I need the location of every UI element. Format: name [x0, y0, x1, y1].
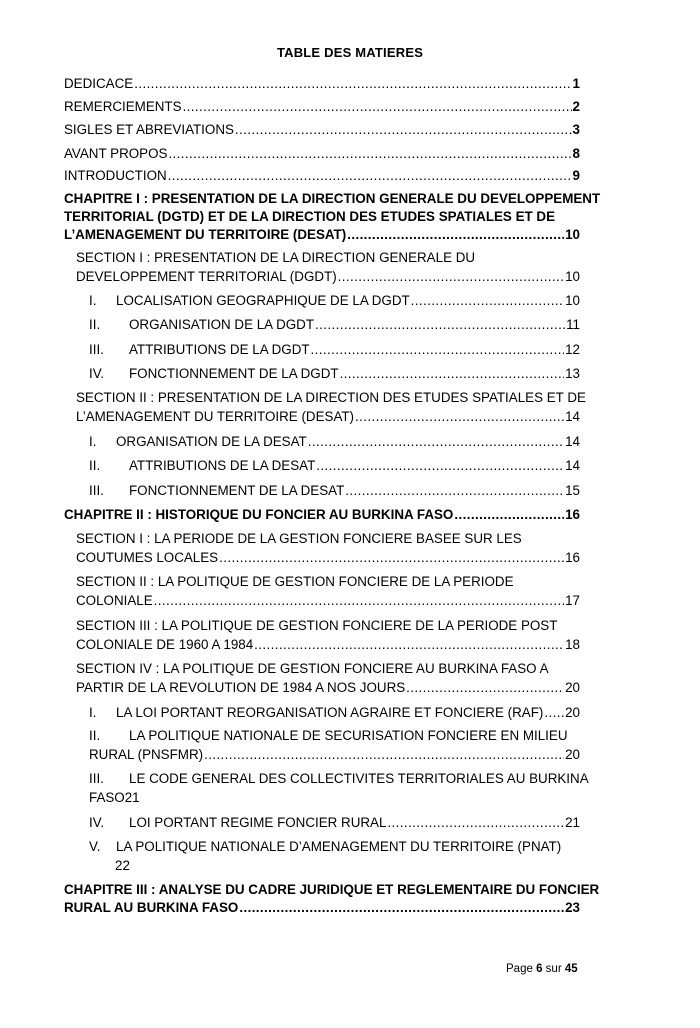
footer-prefix: Page: [506, 963, 533, 975]
toc-entry-text: DEDICACE: [64, 76, 134, 91]
toc-chapter-3-line1[interactable]: CHAPITRE III : ANALYSE DU CADRE JURIDIQUE ET REGLEMENTAIRE DU FONCIER: [64, 882, 600, 897]
toc-entry-page: 18: [565, 637, 580, 652]
toc-entry-text: ATTRIBUTIONS DE LA DGDT: [129, 342, 310, 357]
toc-entry-page: 9: [572, 168, 580, 183]
footer-total-pages: 45: [564, 963, 578, 975]
toc-entry-page: 15: [565, 483, 580, 498]
toc-entry-page: 17: [565, 593, 580, 608]
toc-entry-page: 8: [572, 146, 580, 161]
toc-entry-number: IV.: [89, 815, 105, 830]
toc-entry-number: II.: [89, 317, 101, 332]
toc-entry-page: 2: [572, 99, 580, 114]
toc-entry-page[interactable]: 22: [115, 858, 130, 873]
toc-entry-number: II.: [89, 458, 101, 473]
toc-entry-text: L’AMENAGEMENT DU TERRITOIRE (DESAT): [76, 409, 355, 424]
footer-sep: sur: [545, 963, 562, 975]
toc-entry-text: DEVELOPPEMENT TERRITORIAL (DGDT): [76, 269, 337, 284]
toc-entry-page: 16: [565, 550, 580, 565]
toc-entry-text: CHAPITRE II : HISTORIQUE DU FONCIER AU BURKINA FASO: [64, 507, 454, 522]
toc-section-line2[interactable]: [76, 637, 580, 653]
toc-entry-number: III.: [89, 771, 104, 786]
toc-entry-text: RURAL (PNSFMR): [89, 747, 204, 762]
toc-entry-page: 13: [565, 366, 580, 381]
toc-entry-page: 3: [572, 122, 580, 137]
toc-entry-text: INTRODUCTION: [64, 168, 167, 183]
toc-entry-text: SIGLES ET ABREVIATIONS: [64, 122, 234, 137]
toc-entry-number: III.: [89, 483, 104, 498]
toc-subentry[interactable]: [89, 434, 580, 450]
toc-subentry-line1[interactable]: [89, 728, 568, 744]
toc-section-line2[interactable]: [76, 550, 580, 566]
toc-entry-page: 21: [124, 790, 140, 805]
toc-entry-text: LOI PORTANT REGIME FONCIER RURAL: [129, 815, 387, 830]
toc-subentry[interactable]: [89, 815, 580, 831]
toc-entry-page: 20: [565, 747, 580, 762]
toc-section-2-line1[interactable]: SECTION II : PRESENTATION DE LA DIRECTION DES ETUDES SPATIALES ET DE: [76, 390, 586, 405]
toc-entry-text: ORGANISATION DE LA DGDT: [129, 317, 315, 332]
toc-subentry[interactable]: [89, 342, 580, 358]
toc-subentry[interactable]: [89, 705, 580, 721]
toc-entry-text: ORGANISATION DE LA DESAT: [116, 434, 307, 449]
toc-entry-text: LA POLITIQUE NATIONALE D’AMENAGEMENT DU TERRITOIRE (PNAT): [116, 839, 562, 854]
toc-chapter-1-line3[interactable]: [64, 227, 580, 243]
toc-entry-text: LA POLITIQUE NATIONALE DE SECURISATION FONCIERE EN MILIEU: [129, 728, 568, 743]
footer-current-page: 6: [536, 963, 543, 975]
toc-entry-text: LE CODE GENERAL DES COLLECTIVITES TERRITORIALES AU BURKINA: [129, 771, 589, 786]
toc-entry-page: 12: [565, 342, 580, 357]
toc-entry-sigles[interactable]: [64, 122, 580, 138]
toc-subentry-line2[interactable]: [89, 790, 140, 806]
toc-section-line2[interactable]: [76, 593, 580, 609]
toc-entry-page: 21: [565, 815, 580, 830]
toc-entry-page: 14: [565, 434, 580, 449]
toc-entry-text: LOCALISATION GEOGRAPHIQUE DE LA DGDT: [116, 293, 410, 308]
toc-section-line1[interactable]: SECTION III : LA POLITIQUE DE GESTION FONCIERE DE LA PERIODE POST: [76, 618, 558, 633]
toc-entry-text: COUTUMES LOCALES: [76, 550, 219, 565]
toc-entry-number: IV.: [89, 366, 105, 381]
toc-entry-text: COLONIALE DE 1960 A 1984: [76, 637, 254, 652]
toc-entry-number: I.: [89, 434, 97, 449]
toc-entry-remerciements[interactable]: [64, 99, 580, 115]
toc-entry-page: 14: [565, 458, 580, 473]
toc-section-1-line2[interactable]: [76, 269, 580, 285]
toc-entry-dedicace[interactable]: [64, 76, 580, 92]
toc-entry-text: PARTIR DE LA REVOLUTION DE 1984 A NOS JOURS: [76, 680, 406, 695]
toc-chapter-3-line2[interactable]: [64, 900, 580, 916]
toc-entry-page: 16: [565, 507, 580, 522]
toc-entry-page: 1: [572, 76, 580, 91]
toc-subentry[interactable]: [89, 458, 580, 474]
toc-entry-page: 10: [565, 293, 580, 308]
toc-entry-page: 20: [565, 705, 580, 720]
page-title: TABLE DES MATIERES: [276, 45, 424, 60]
toc-entry-number: II.: [89, 728, 101, 743]
toc-subentry-line1[interactable]: [89, 771, 589, 787]
toc-entry-text: REMERCIEMENTS: [64, 99, 182, 114]
toc-subentry-line2[interactable]: [89, 747, 580, 763]
toc-entry-text: FONCTIONNEMENT DE LA DESAT: [129, 483, 345, 498]
toc-subentry[interactable]: [89, 293, 580, 309]
toc-subentry[interactable]: [89, 483, 580, 499]
toc-chapter-1-line2[interactable]: TERRITORIAL (DGTD) ET DE LA DIRECTION DES ETUDES SPATIALES ET DE: [64, 209, 556, 224]
toc-entry-introduction[interactable]: [64, 168, 580, 184]
toc-section-2-line2[interactable]: [76, 409, 580, 425]
toc-entry-page: 10: [565, 227, 580, 242]
toc-entry-page: 14: [565, 409, 580, 424]
toc-entry-page: 10: [565, 269, 580, 284]
toc-entry-text: FONCTIONNEMENT DE LA DGDT: [129, 366, 339, 381]
toc-subentry[interactable]: [89, 317, 580, 333]
toc-entry-page: 20: [565, 680, 580, 695]
toc-entry-text: ATTRIBUTIONS DE LA DESAT: [129, 458, 316, 473]
toc-section-1-line1[interactable]: SECTION I : PRESENTATION DE LA DIRECTION GENERALE DU: [76, 250, 476, 265]
toc-section-line1[interactable]: SECTION I : LA PERIODE DE LA GESTION FONCIERE BASEE SUR LES: [76, 531, 522, 546]
page-footer: [506, 963, 578, 975]
toc-entry-text: COLONIALE: [76, 593, 153, 608]
toc-section-line1[interactable]: SECTION IV : LA POLITIQUE DE GESTION FONCIERE AU BURKINA FASO A: [76, 661, 549, 676]
toc-chapter-1-line1[interactable]: CHAPITRE I : PRESENTATION DE LA DIRECTION GENERALE DU DEVELOPPEMENT: [64, 191, 601, 206]
toc-entry-number: III.: [89, 342, 104, 357]
toc-entry-number: I.: [89, 293, 97, 308]
toc-entry-page: 23: [565, 900, 580, 915]
toc-chapter-2[interactable]: [64, 507, 580, 523]
toc-entry-text: FASO: [89, 790, 125, 805]
toc-entry-text: AVANT PROPOS: [64, 146, 168, 161]
toc-entry-avant-propos[interactable]: [64, 146, 580, 162]
toc-entry-page: 11: [566, 317, 580, 332]
toc-entry-number: V.: [89, 839, 101, 854]
toc-entry-text: L’AMENAGEMENT DU TERRITOIRE (DESAT): [64, 227, 347, 242]
toc-subentry-line1[interactable]: [89, 839, 561, 855]
toc-subentry[interactable]: [89, 366, 580, 382]
toc-section-line2[interactable]: [76, 680, 580, 696]
toc-section-line1[interactable]: SECTION II : LA POLITIQUE DE GESTION FONCIERE DE LA PERIODE: [76, 574, 514, 589]
toc-entry-number: I.: [89, 705, 97, 720]
toc-entry-text: LA LOI PORTANT REORGANISATION AGRAIRE ET FONCIERE (RAF): [116, 705, 544, 720]
toc-entry-text: RURAL AU BURKINA FASO: [64, 900, 239, 915]
